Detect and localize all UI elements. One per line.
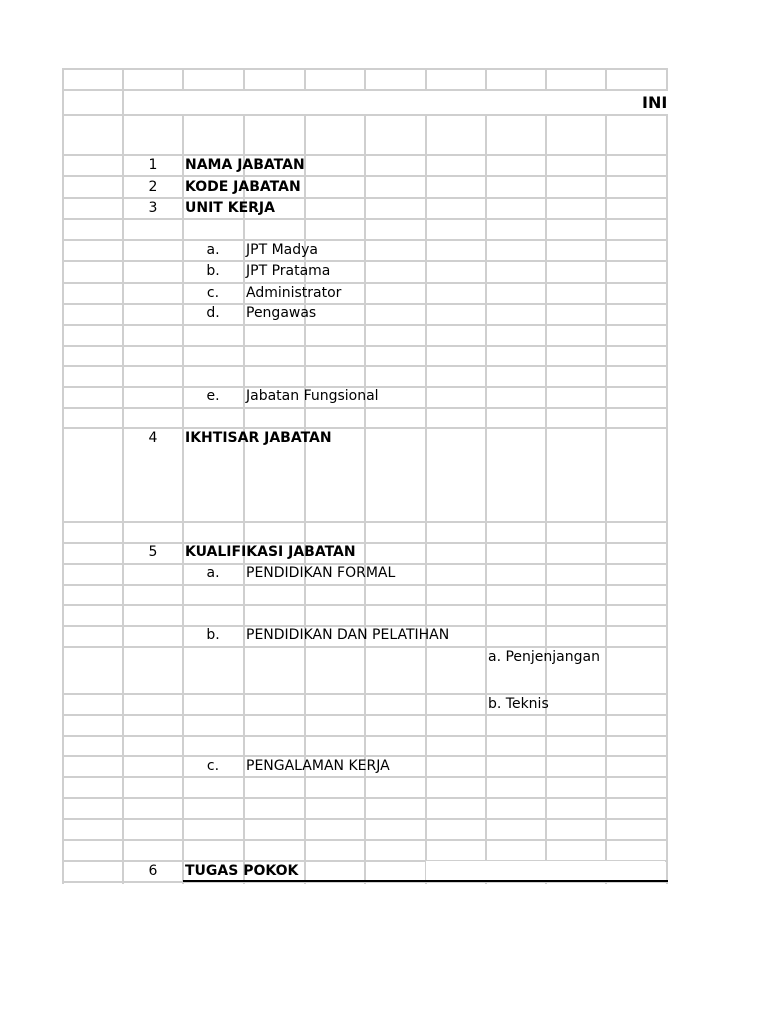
section-label-kode-jabatan: KODE JABATAN xyxy=(185,179,301,195)
grid-row-line xyxy=(62,260,668,262)
grid-row-line xyxy=(62,89,668,91)
kualifikasi-letter: b. xyxy=(206,627,220,643)
grid-row-line xyxy=(62,776,668,778)
pelatihan-penjenjangan: a. Penjenjangan xyxy=(488,649,600,665)
unit-kerja-jpt-pratama: JPT Pratama xyxy=(246,263,331,279)
section-number: 6 xyxy=(148,863,158,879)
kualifikasi-pendidikan-formal: PENDIDIKAN FORMAL xyxy=(246,565,396,581)
grid-row-line xyxy=(62,282,668,284)
grid-row-line xyxy=(62,303,668,305)
grid-row-line xyxy=(62,239,668,241)
grid-row-line xyxy=(62,175,668,177)
grid-row-line xyxy=(62,218,668,220)
section-number: 4 xyxy=(148,430,158,446)
grid-row-line xyxy=(62,818,668,820)
empty-region xyxy=(426,861,665,880)
section-label-kualifikasi-jabatan: KUALIFIKASI JABATAN xyxy=(185,544,356,560)
grid-col-line xyxy=(605,68,607,884)
kualifikasi-letter: c. xyxy=(206,758,220,774)
section-label-ikhtisar-jabatan: IKHTISAR JABATAN xyxy=(185,430,332,446)
unit-kerja-letter: d. xyxy=(206,305,220,321)
section-label-unit-kerja: UNIT KERJA xyxy=(185,200,275,216)
section-label-tugas-pokok: TUGAS POKOK xyxy=(185,863,299,879)
unit-kerja-jabatan-fungsional: Jabatan Fungsional xyxy=(246,388,379,404)
unit-kerja-letter: b. xyxy=(206,263,220,279)
tugas-pokok-underline xyxy=(183,880,668,882)
unit-kerja-jpt-madya: JPT Madya xyxy=(246,242,318,258)
grid-col-line xyxy=(545,68,547,884)
document-title: INI xyxy=(642,93,668,112)
section-number: 1 xyxy=(148,157,158,173)
grid-row-line xyxy=(62,735,668,737)
kualifikasi-pendidikan-pelatihan: PENDIDIKAN DAN PELATIHAN xyxy=(246,627,450,643)
grid-row-line xyxy=(62,345,668,347)
grid-row-line xyxy=(62,521,668,523)
grid-row-line xyxy=(62,407,668,409)
unit-kerja-letter: c. xyxy=(206,285,220,301)
grid-row-line xyxy=(62,714,668,716)
grid-row-line xyxy=(62,68,668,70)
merged-title-cell xyxy=(124,91,668,114)
kualifikasi-pengalaman-kerja: PENGALAMAN KERJA xyxy=(246,758,390,774)
grid-col-line xyxy=(485,68,487,884)
pelatihan-teknis: b. Teknis xyxy=(488,696,549,712)
section-label-nama-jabatan: NAMA JABATAN xyxy=(185,157,305,173)
grid-row-line xyxy=(62,584,668,586)
grid-row-line xyxy=(62,839,668,841)
grid-row-line xyxy=(62,693,668,695)
spreadsheet-grid[interactable] xyxy=(62,68,668,884)
section-number: 5 xyxy=(148,544,158,560)
unit-kerja-administrator: Administrator xyxy=(246,285,342,301)
grid-row-line xyxy=(62,604,668,606)
grid-col-line xyxy=(666,68,668,884)
grid-row-line xyxy=(62,114,668,116)
grid-row-line xyxy=(62,365,668,367)
unit-kerja-letter: a. xyxy=(206,242,220,258)
grid-row-line xyxy=(62,324,668,326)
grid-row-line xyxy=(62,797,668,799)
section-number: 2 xyxy=(148,179,158,195)
section-number: 3 xyxy=(148,200,158,216)
unit-kerja-letter: e. xyxy=(206,388,220,404)
kualifikasi-letter: a. xyxy=(206,565,220,581)
grid-col-line xyxy=(425,68,427,884)
grid-col-line xyxy=(62,68,64,884)
unit-kerja-pengawas: Pengawas xyxy=(246,305,317,321)
